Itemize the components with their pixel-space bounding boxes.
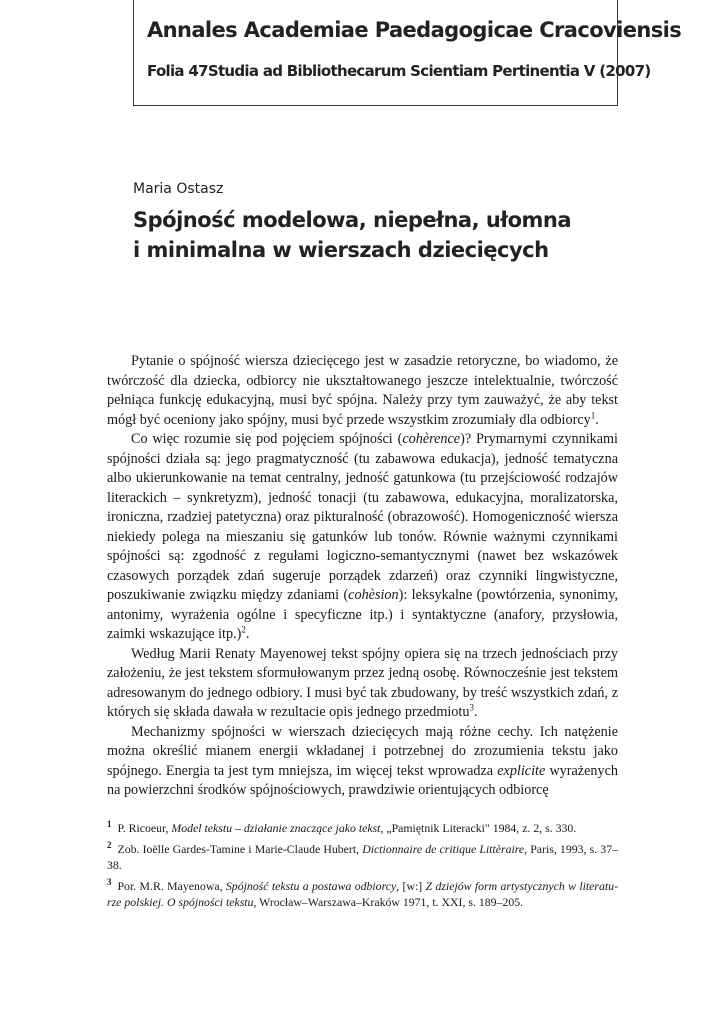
paragraph-text: Co więc rozumie się pod pojęciem spójności ( bbox=[131, 431, 403, 447]
footnote-1 bbox=[107, 820, 618, 837]
footnote-text: , [w:] bbox=[396, 878, 426, 893]
journal-subtitle: Folia 47Studia ad Bibliothecarum Scientiam Pertinentia V (2007) bbox=[147, 62, 651, 80]
paragraph-2 bbox=[107, 430, 618, 645]
article-title-line-2: i minimalna w wierszach dziecięcych bbox=[133, 238, 549, 262]
journal-title: Annales Academiae Paedagogicae Cracoviensis bbox=[147, 18, 682, 42]
article-author: Maria Ostasz bbox=[133, 181, 224, 197]
article-title-line-1: Spójność modelowa, niepełna, ułomna bbox=[133, 208, 572, 232]
footnote-italic: Z dziejów form artystycznych w literaturze polskiej. O spójności tekstu bbox=[107, 878, 619, 909]
footnote-text: , „Pamiętnik Literacki" 1984, z. 2, s. 330. bbox=[380, 821, 577, 835]
journal-header-frame bbox=[133, 0, 618, 106]
footnote-3 bbox=[107, 878, 618, 911]
footnote-text: , Paris, 1993, s. 37–38. bbox=[107, 841, 618, 872]
footnote-number: 3 bbox=[107, 876, 112, 887]
paragraph-4 bbox=[107, 723, 618, 801]
footnote-text: , Wrocław–Warszawa–Kraków 1971, t. XXI, s. 189–205. bbox=[253, 895, 524, 909]
paragraph-text: wyrażenych na powierzchni środków spójnościowych, prawdziwie orientujących odbiorcę bbox=[107, 762, 618, 798]
paragraph-text: Według Marii Renaty Mayenowej tekst spójny opiera się na trzech jednościach przy założeniu, że jest tekstem sformułowanym przez jedną osobę. Równocześnie jest tekstem adresowanym do jednego odbiory. I musi być tak zbudowany, by treść wszystkich zdań, z których się składa dawała w rezultacie opis jednego przedmiotu bbox=[107, 645, 618, 720]
footnote-text: Zob. Ioëlle Gardes-Tamine i Marie-Claude Hubert, bbox=[117, 841, 363, 856]
footnote-text: Por. M.R. Mayenowa, bbox=[117, 878, 226, 893]
paragraph-text: . bbox=[473, 704, 478, 720]
paragraph-text: )? Prymarnymi czynnikami spójności działa są: jego pragmatyczność (tu zabawowa edukacja), jedność tematyczna albo ukierunkowanie na temat centralny, jedność gatunkowa (tu przejściowość rodzajów literackich – synkretyzm), jedność tonacji (tu zabawowa, edukacyjna, moralizatorska, ironiczna, rzadziej patetyczna) oraz pikturalność (obrazowość). Homogeniczność wiersza niekiedy polega na mieszaniu się gatunków lub tonów. Równie ważnymi czynnikami spójności są: zgodność z regułami logiczno-semantycznymi (nawet bez wskazówek czasowych porządek zdań sugeruje porządek zdarzeń) oraz czynniki lingwistyczne, poszukiwanie związku między zdaniami ( bbox=[107, 431, 619, 603]
footnote-ref-1: 1 bbox=[590, 409, 596, 420]
footnote-italic: Dictionnaire de critique Littèraire bbox=[362, 841, 525, 856]
article-body bbox=[107, 352, 618, 801]
paragraph-text: ): leksykalne (powtórzenia, synonimy, antonimy, wyrażenia ogólne i specyficzne itp.) i syntaktyczne (anafory, przysłowia, zaimki wskazujące itp.) bbox=[107, 587, 618, 642]
footnote-2 bbox=[107, 841, 618, 874]
paragraph-text: Pytanie o spójność wiersza dziecięcego jest w zasadzie retoryczne, bo wiadomo, że twórczość dla dziecka, odbiorcy nie ukształtowanego jeszcze intelektualnie, twórczość pełniąca funkcję edukacyjną, musi być spójna. Należy przy tym zauważyć, że aby tekst mógł być oceniony jako spójny, musi być przede wszystkim zrozumiały dla odbiorcy bbox=[107, 353, 618, 428]
italic-term: explicite bbox=[497, 762, 546, 779]
paragraph-1 bbox=[107, 352, 618, 430]
footnote-number: 1 bbox=[107, 819, 112, 830]
footnote-italic: Model tekstu – działanie znaczące jako tekst bbox=[171, 821, 381, 835]
footnote-ref-3: 3 bbox=[469, 702, 474, 713]
footnote-italic: Spójność tekstu a postawa odbiorcy bbox=[225, 878, 397, 893]
italic-term: cohèsion bbox=[348, 587, 399, 603]
paragraph-text: Mechanizmy spójności w wierszach dziecięcych mają różne cechy. Ich natężenie można określić mianem energii wkładanej i potrzebnej do zrozumienia tekstu jako spójnego. Energia ta jest tym mniejsza, im więcej tekst wprowadza bbox=[107, 723, 618, 779]
italic-term: cohèrence bbox=[402, 431, 461, 447]
footnotes bbox=[107, 820, 618, 915]
footnote-ref-2: 2 bbox=[241, 624, 246, 635]
footnote-number: 2 bbox=[107, 839, 112, 850]
paragraph-3 bbox=[107, 645, 618, 723]
article-title bbox=[133, 205, 613, 265]
paragraph-text: . bbox=[595, 411, 599, 428]
footnote-text: P. Ricoeur, bbox=[117, 821, 172, 835]
paragraph-text: . bbox=[245, 626, 250, 642]
